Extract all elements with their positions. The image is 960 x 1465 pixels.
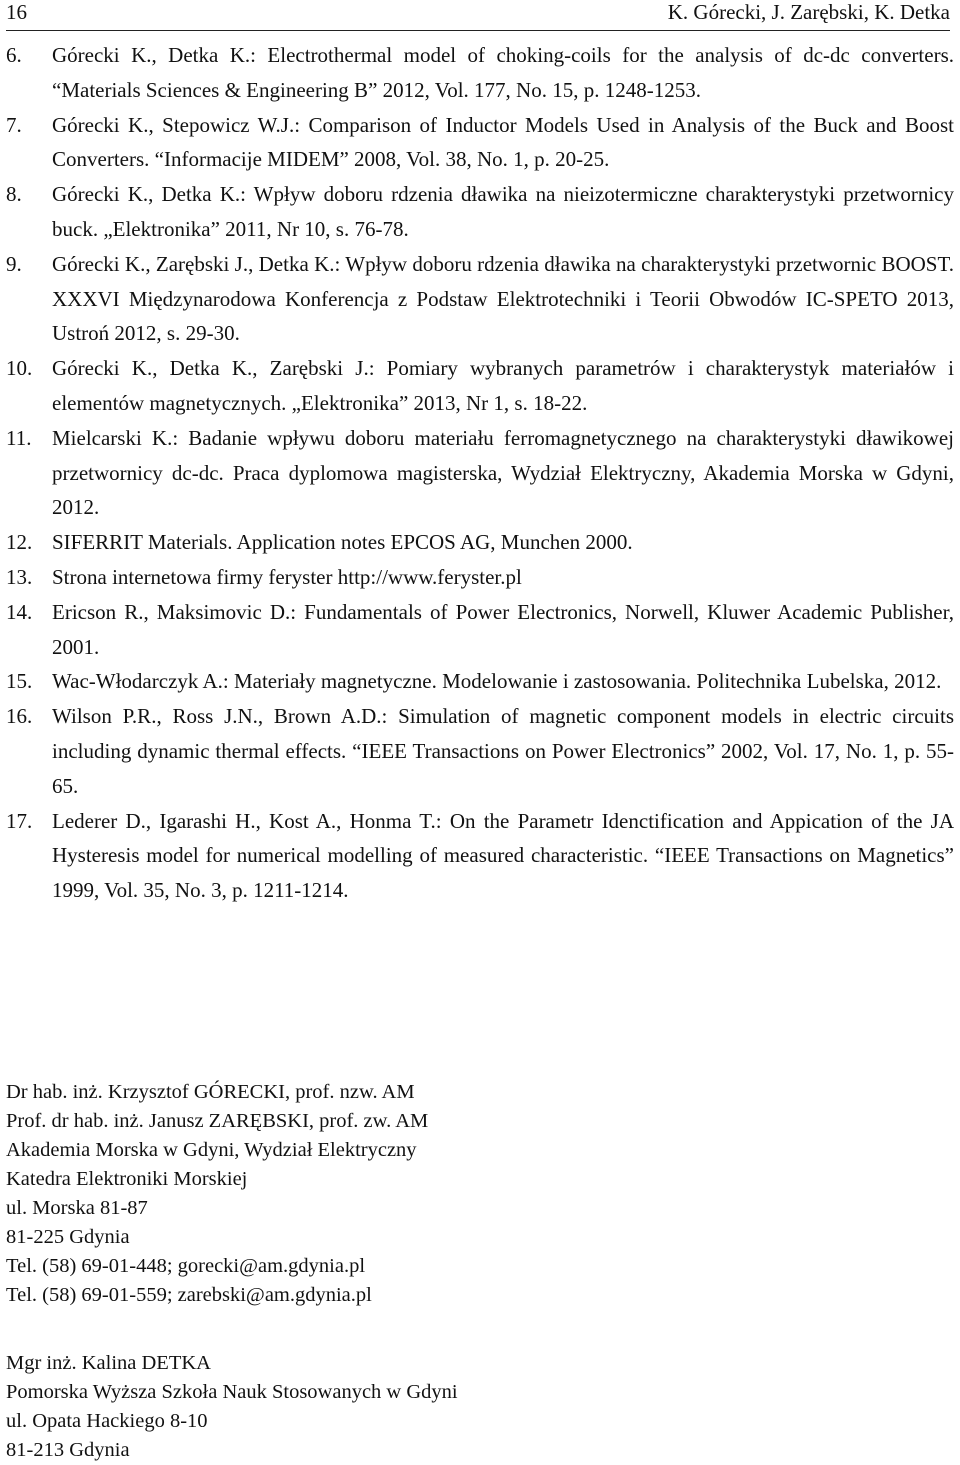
reference-number: 8. [6,182,22,207]
reference-text: Ericson R., Maksimovic D.: Fundamentals of Power Electronics, Norwell, Kluwer Academic Publisher, 2001. [52,599,954,659]
page-number: 16 [6,0,27,24]
reference-number: 16. [6,704,33,729]
page-header [6,0,950,31]
reference-text: Strona internetowa firmy feryster http://www.feryster.pl [52,564,522,589]
contact-line: Tel. (58) 69-01-448; gorecki@am.gdynia.pl [6,1255,366,1277]
reference-item [6,177,958,247]
author-affiliation-block [6,1078,428,1310]
reference-item [6,560,958,595]
author-line: Mgr inż. Kalina DETKA [6,1352,211,1374]
reference-item [6,247,958,351]
reference-number: 6. [6,43,22,67]
reference-text: Wac-Włodarczyk A.: Materiały magnetyczne. Modelowanie i zastosowania. Politechnika Lubelska, 2012. [52,669,942,694]
reference-text: Górecki K., Detka K.: Electrothermal model of choking-coils for the analysis of dc-dc converters. “Materials Sciences & Engineering B” 2012, Vol. 177, No. 15, p. 1248-1253. [52,43,954,102]
author-line: Prof. dr hab. inż. Janusz ZARĘBSKI, prof. zw. AM [6,1110,429,1132]
reference-number: 17. [6,808,33,833]
reference-text: Górecki K., Detka K., Zarębski J.: Pomiary wybranych parametrów i charakterystyk materiałów i elementów magnetycznych. „Elektronika” 2013, Nr 1, s. 18-22. [52,356,954,415]
reference-text: Wilson P.R., Ross J.N., Brown A.D.: Simulation of magnetic component models in electric circuits including dynamic thermal effects. “IEEE Transactions on Power Electronics” 2002, Vol. 17, No. 1, p. 55-65. [52,704,954,798]
reference-item [6,108,958,178]
department-line: Katedra Elektroniki Morskiej [6,1168,248,1190]
reference-number: 11. [6,425,32,450]
reference-text: Górecki K., Stepowicz W.J.: Comparison of Inductor Models Used in Analysis of the Buck and Boost Converters. “Informacije MIDEM” 2008, Vol. 38, No. 1, p. 20-25. [52,112,954,172]
reference-text: SIFERRIT Materials. Application notes EPCOS AG, Munchen 2000. [52,530,633,555]
reference-text: Górecki K., Zarębski J., Detka K.: Wpływ doboru rdzenia dławika na charakterystyki przetwornic BOOST. XXXVI Międzynarodowa Konferencja z Podstaw Elektrotechniki i Teorii Obwodów IC-SPETO 2013, Ustroń 2012, s. 29-30. [52,251,954,346]
reference-text: Górecki K., Detka K.: Wpływ doboru rdzenia dławika na nieizotermiczne charakterystyki przetwornicy buck. „Elektronika” 2011, Nr 10, s. 76-78. [52,182,954,241]
postal-code-line: 81-213 Gdynia [6,1439,130,1461]
running-title: K. Górecki, J. Zarębski, K. Detka [667,0,950,24]
reference-number: 10. [6,356,33,381]
reference-number: 14. [6,599,33,624]
reference-item [6,421,958,525]
reference-item [6,804,958,908]
institution-line: Akademia Morska w Gdyni, Wydział Elektryczny [6,1139,417,1161]
reference-item [6,525,958,560]
address-line: ul. Opata Hackiego 8-10 [6,1410,208,1432]
author-affiliation-block [6,1349,458,1465]
reference-number: 7. [6,112,22,137]
reference-item [6,595,958,665]
reference-number: 13. [6,564,33,589]
reference-list [6,38,958,908]
reference-item [6,351,958,421]
contact-line: Tel. (58) 69-01-559; zarebski@am.gdynia.pl [6,1284,372,1306]
address-line: ul. Morska 81-87 [6,1197,148,1219]
reference-item [6,699,958,803]
reference-number: 12. [6,530,33,555]
author-line: Dr hab. inż. Krzysztof GÓRECKI, prof. nzw. AM [6,1081,415,1103]
reference-number: 9. [6,251,22,276]
reference-item [6,664,958,699]
reference-text: Mielcarski K.: Badanie wpływu doboru materiału ferromagnetycznego na charakterystyki dławikowej przetwornicy dc-dc. Praca dyplomowa magisterska, Wydział Elektryczny, Akademia Morska w Gdyni, 2012. [52,425,954,520]
reference-number: 15. [6,669,33,694]
institution-line: Pomorska Wyższa Szkoła Nauk Stosowanych w Gdyni [6,1381,458,1403]
postal-code-line: 81-225 Gdynia [6,1226,130,1248]
reference-text: Lederer D., Igarashi H., Kost A., Honma T.: On the Parametr Idenctification and Appication of the JA Hysteresis model for numerical modelling of measured characteristic. “IEEE Transactions on Magnetics” 1999, Vol. 35, No. 3, p. 1211-1214. [52,808,954,903]
reference-item [6,38,958,108]
